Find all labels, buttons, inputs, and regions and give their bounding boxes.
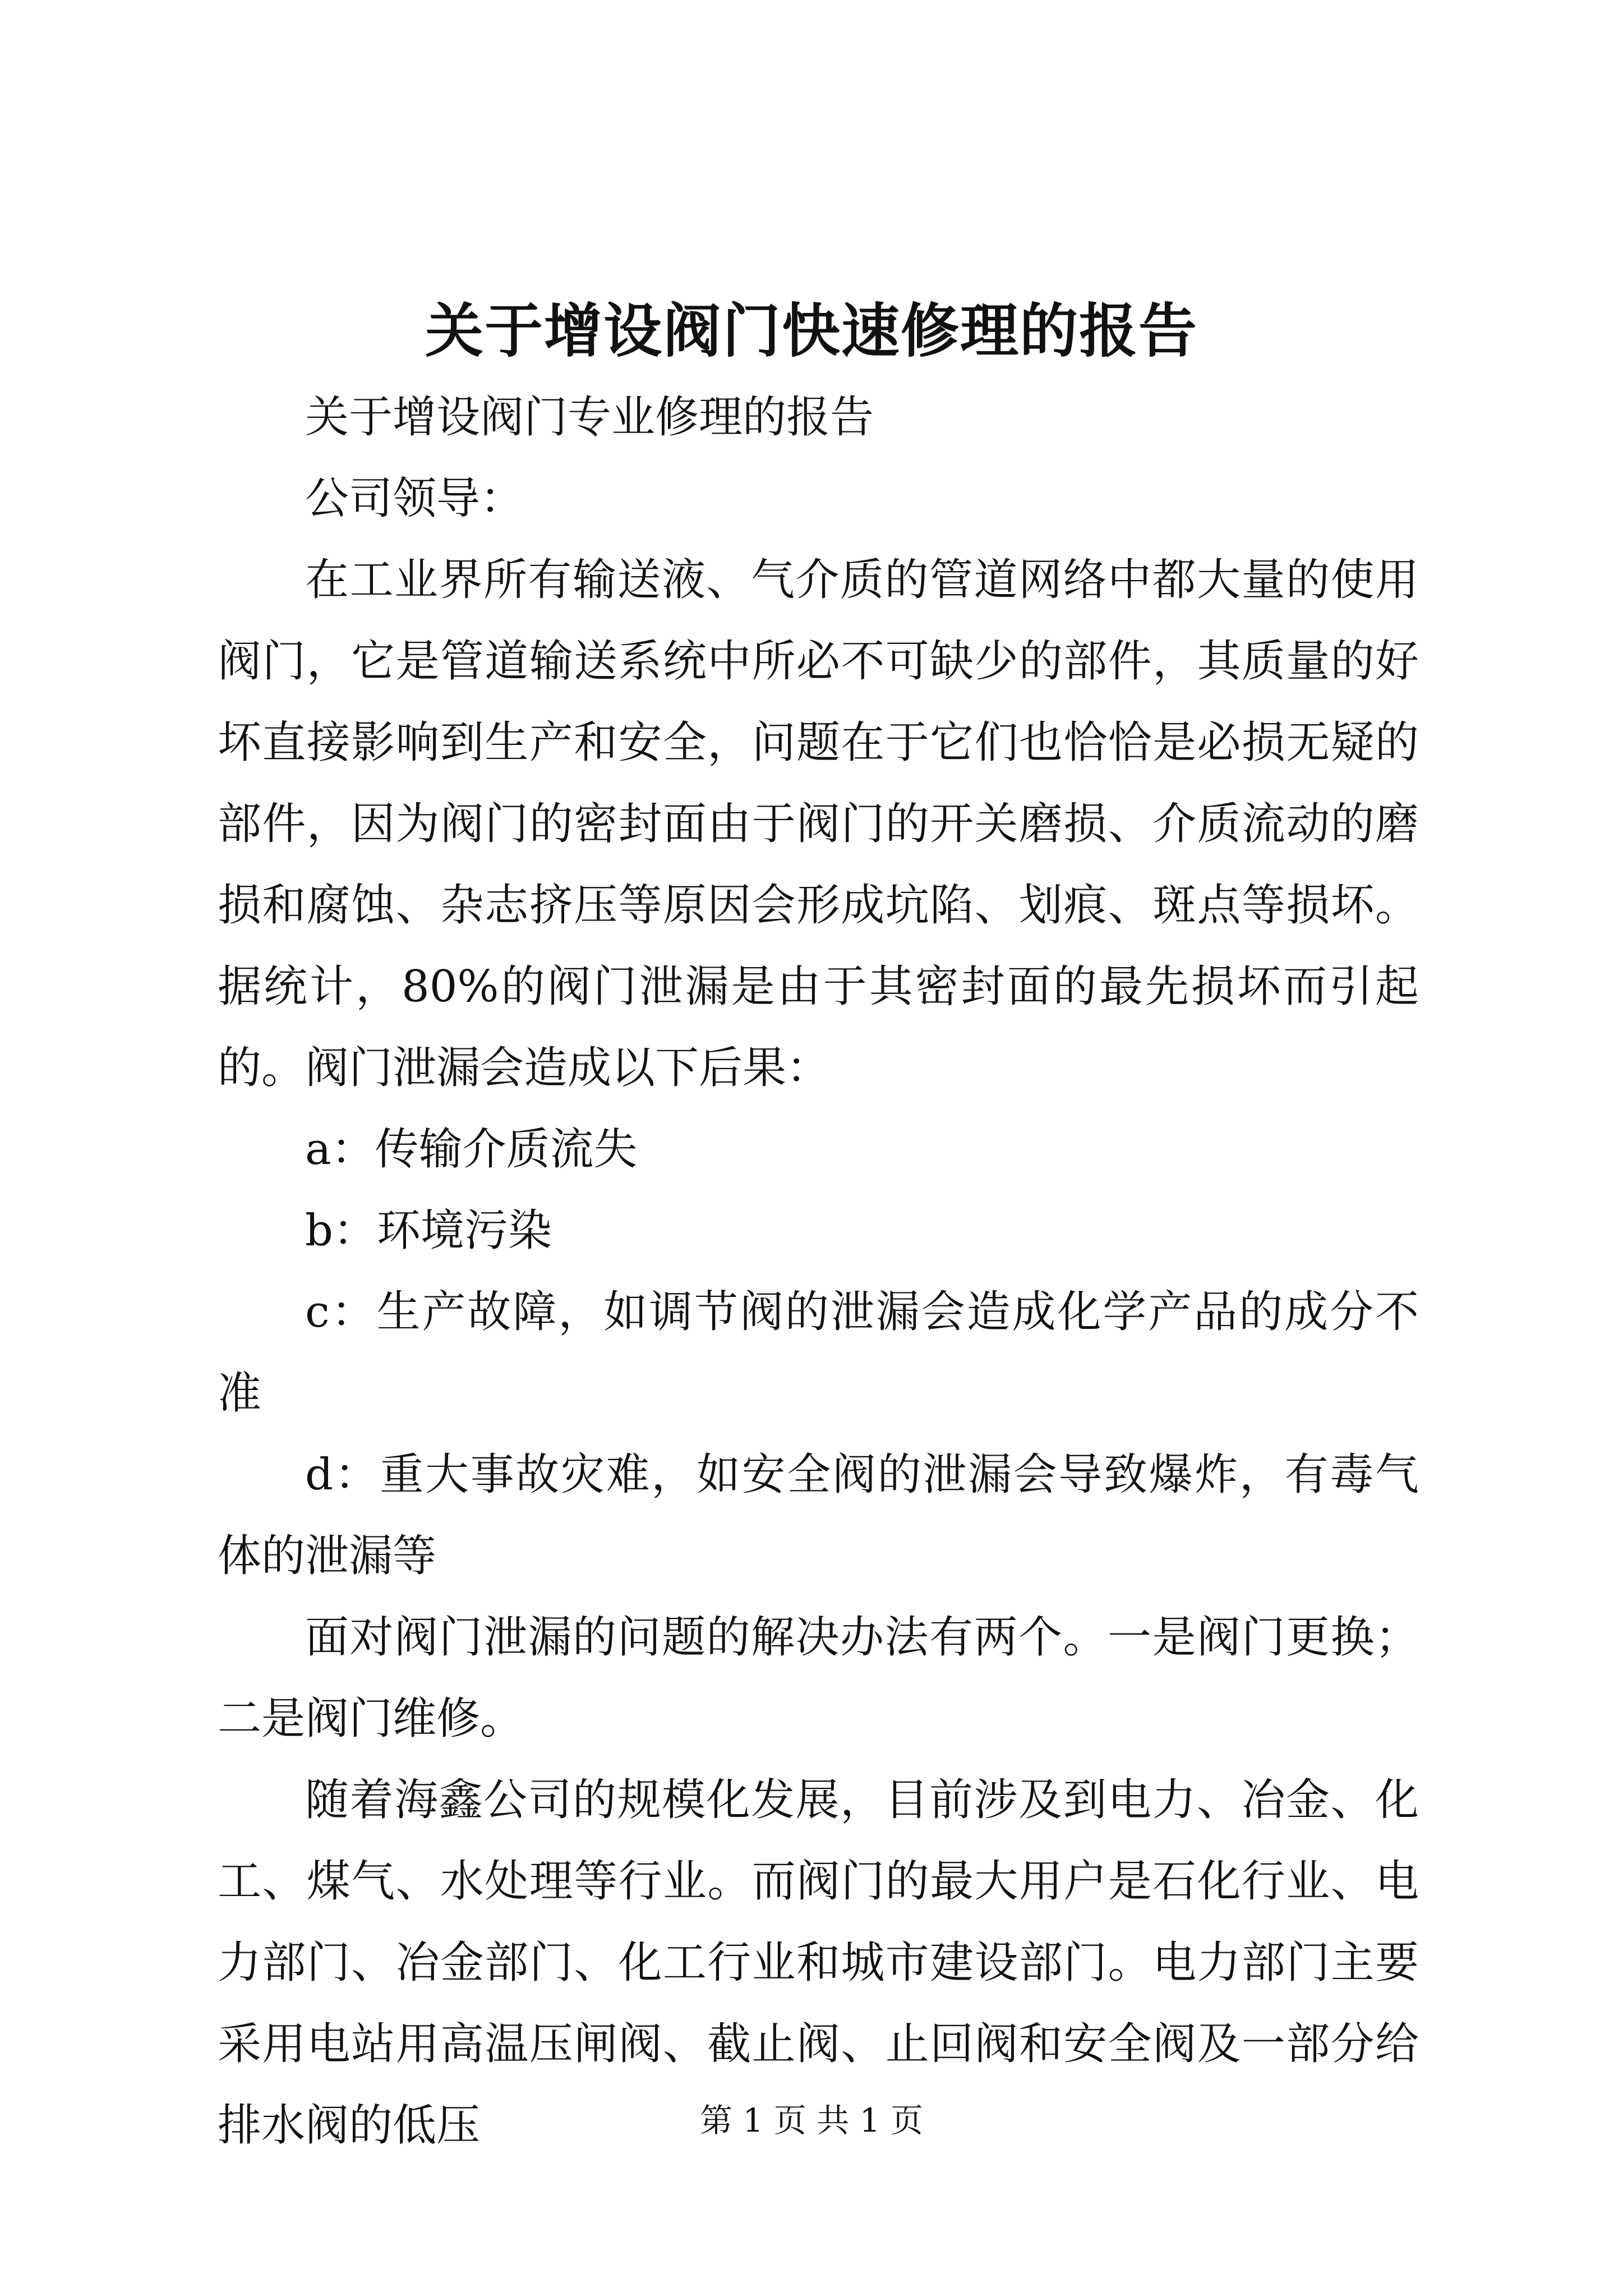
body-paragraph: 面对阀门泄漏的问题的解决办法有两个。一是阀门更换；二是阀门维修。 bbox=[218, 1612, 1419, 1744]
salutation-paragraph: 公司领导： bbox=[305, 473, 524, 524]
document-title: 关于增设阀门快速修理的报告 bbox=[425, 296, 1198, 365]
list-item-c: c：生产故障，如调节阀的泄漏会造成化学产品的成分不准 bbox=[218, 1287, 1419, 1419]
page-footer: 第 1 页 共 1 页 bbox=[700, 2101, 923, 2139]
list-item-d: d：重大事故灾难，如安全阀的泄漏会导致爆炸，有毒气体的泄漏等 bbox=[218, 1450, 1419, 1581]
list-item-a: a：传输介质流失 bbox=[305, 1124, 638, 1175]
body-paragraph: 在工业界所有输送液、气介质的管道网络中都大量的使用阀门，它是管道输送系统中所必不可缺少的部件，其质量的好坏直接影响到生产和安全，问题在于它们也恰恰是必损无疑的部件，因为阀门的密封面由于阀门的开关磨损、介质流动的磨损和腐蚀、杂志挤压等原因会形成坑陷、划痕、斑点等损坏。据统计，80%的阀门泄漏是由于其密封面的最先损坏而引起的。阀门泄漏会造成以下后果： bbox=[218, 555, 1419, 1093]
document-body bbox=[218, 377, 1419, 2166]
list-item-b: b：环境污染 bbox=[305, 1205, 552, 1256]
subtitle-paragraph: 关于增设阀门专业修理的报告 bbox=[305, 392, 874, 443]
body-paragraph: 随着海鑫公司的规模化发展，目前涉及到电力、冶金、化工、煤气、水处理等行业。而阀门的最大用户是石化行业、电力部门、冶金部门、化工行业和城市建设部门。电力部门主要采用电站用高温压闸阀、截止阀、止回阀和安全阀及一部分给排水阀的低压 bbox=[218, 1775, 1419, 2151]
